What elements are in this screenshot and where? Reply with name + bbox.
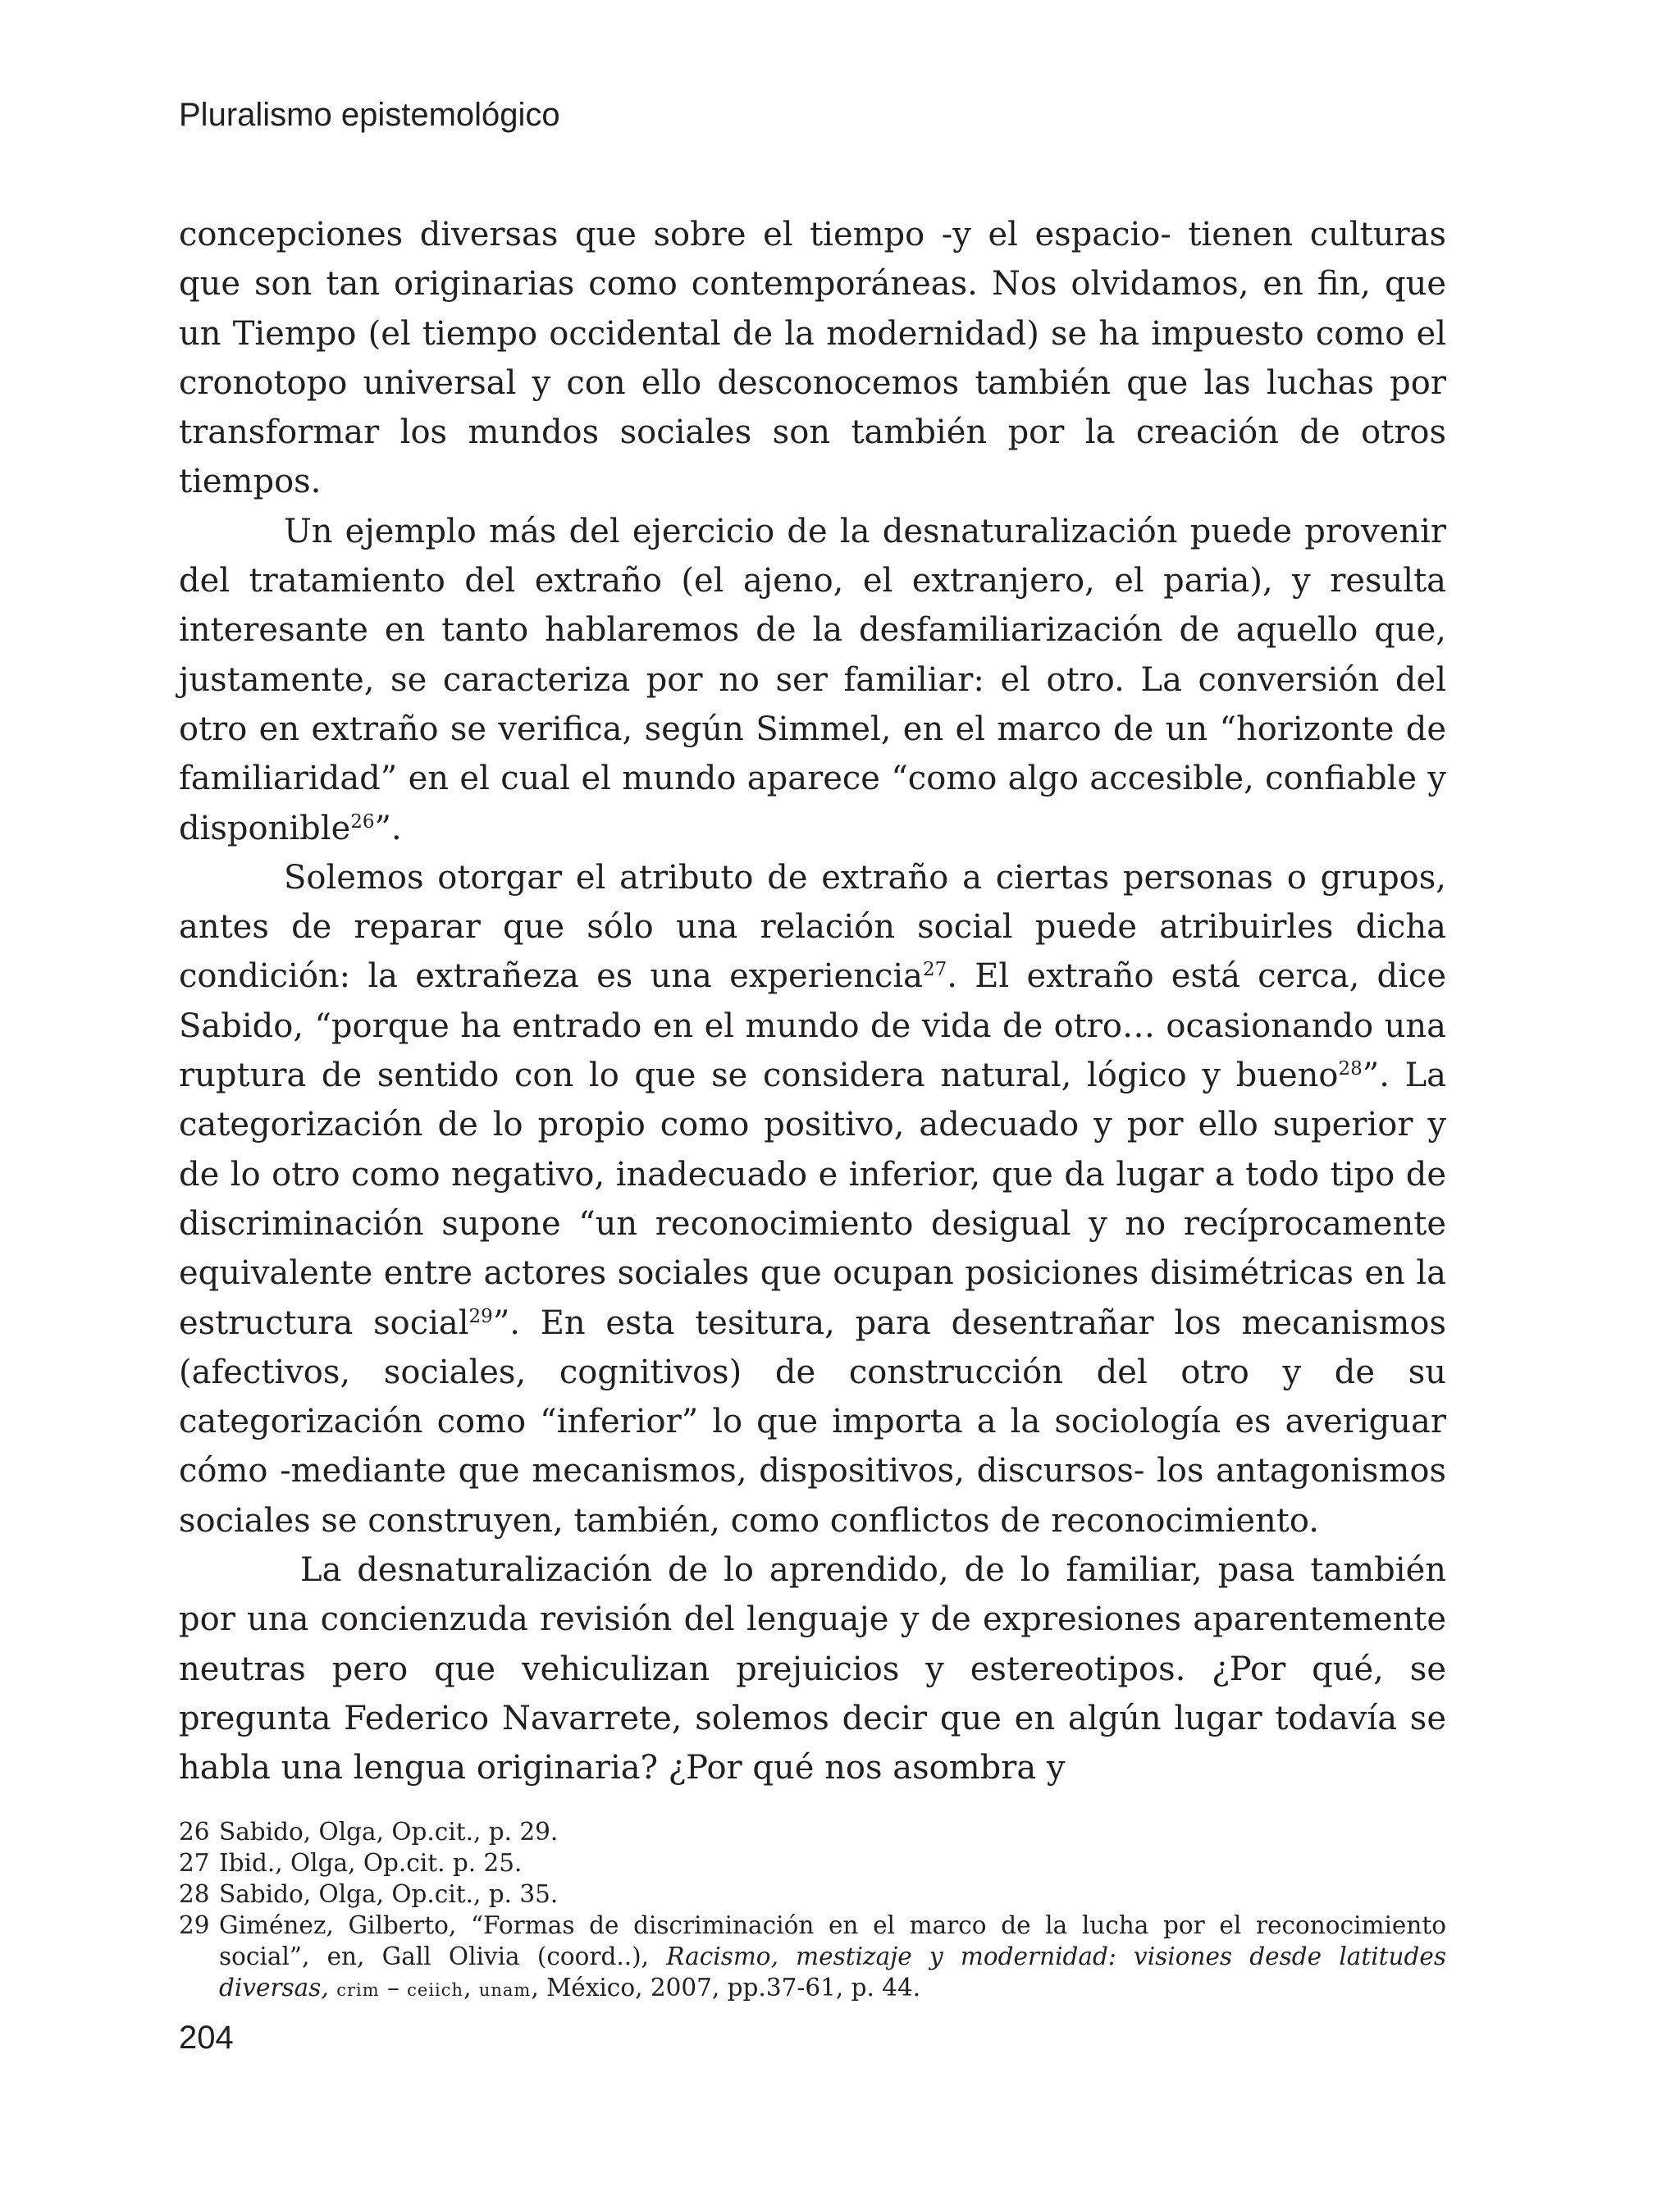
footnote: [179, 1910, 1446, 2006]
footnote-ref: 28: [1338, 1058, 1363, 1080]
page-number: 204: [179, 2020, 234, 2056]
book-title: Racismo, mestizaje y modernidad: visiones desde latitudes diversas,: [219, 1942, 1446, 2002]
footnote-ref: 29: [468, 1305, 493, 1327]
paragraph-2: [179, 507, 1446, 853]
footnote-text: [219, 1910, 1446, 2006]
footnote: [179, 1816, 1446, 1847]
paragraph-text: ”. La categorización de lo propio como positivo, adecuado y por ello superior y de lo otro como negativo, inadecuado e inferior, que da lugar a todo tipo de discriminación supone “un reconocimiento desigual y no recíprocamente equivalente entre actores sociales que ocupan posiciones disimétricas en la estructura social: [179, 1057, 1446, 1342]
institution-abbr: unam: [478, 1980, 532, 2000]
paragraph-text: La desnaturalización de lo aprendido, de lo familiar, pasa también por una concienzuda revisión del lenguaje y de expresiones aparentemente neutras pero que vehiculizan prejuicios y estereotipos. ¿Por qué, se pregunta Federico Navarrete, solemos decir que en algún lugar todavía se habla una lengua originaria? ¿Por qué nos asombra y: [179, 1551, 1446, 1787]
footnote-text: Sabido, Olga, Op.cit., p. 35.: [219, 1880, 559, 1908]
footnote-number: 27: [179, 1849, 210, 1877]
footnotes: [179, 1816, 1446, 2006]
footnote-number: 29: [179, 1911, 210, 1939]
separator: ,: [463, 1974, 479, 2002]
running-head: Pluralismo epistemológico: [179, 97, 560, 133]
paragraph-text: ”. En esta tesitura, para desentrañar los mecanismos (afectivos, sociales, cognitivos) de construcción del otro y de su categorización como “inferior” lo que importa a la sociología es averiguar cómo -mediante que mecanismos, dispositivos, discursos- los antagonismos sociales se construyen, también, como conflictos de reconocimiento.: [179, 1303, 1446, 1540]
footnote: [179, 1847, 1446, 1879]
footnote-number: 26: [179, 1818, 210, 1846]
footnote-number: 28: [179, 1880, 210, 1908]
paragraph-text: concepciones diversas que sobre el tiempo -y el espacio- tienen culturas que son tan originarias como contemporáneas. Nos olvidamos, en fin, que un Tiempo (el tiempo occidental de la modernidad) se ha impuesto como el cronotopo universal y con ello desconocemos también que las luchas por transformar los mundos sociales son también por la creación de otros tiempos.: [179, 216, 1446, 501]
footnote-text: Ibid., Olga, Op.cit. p. 25.: [219, 1849, 523, 1877]
footnote-text-part: Giménez, Gilberto, “Formas de discriminación en el marco de la lucha por el reconocimiento social”, en, Gall Olivia (coord..),: [219, 1911, 1446, 1970]
footnote-text-part: , México, 2007, pp.37-61, p. 44.: [531, 1974, 921, 2002]
footnote-text: Sabido, Olga, Op.cit., p. 29.: [219, 1818, 559, 1846]
paragraph-text: Solemos otorgar el atributo de extraño a ciertas personas o grupos, antes de reparar que sólo una relación social puede atribuirles dicha condición: la extrañeza es una experiencia: [179, 858, 1446, 996]
paragraph-4: [179, 1545, 1446, 1792]
body-text: [179, 210, 1446, 1793]
institution-abbr: ceiich: [407, 1980, 464, 2000]
separator: –: [379, 1974, 408, 2002]
footnote-ref: 27: [923, 959, 947, 981]
paragraph-text: Un ejemplo más del ejercicio de la desnaturalización puede provenir del tratamiento del extraño (el ajeno, el extranjero, el paria), y resulta interesante en tanto hablaremos de la desfamiliarización de aquello que, justamente, se caracteriza por no ser familiar: el otro. La conversión del otro en extraño se verifica, según Simmel, en el marco de un “horizonte de familiaridad” en el cual el mundo aparece “como algo accesible, confiable y disponible: [179, 512, 1446, 847]
footnote-ref: 26: [350, 810, 375, 833]
institution-abbr: crim: [336, 1980, 380, 2000]
paragraph-text: ”.: [374, 809, 402, 847]
footnote: [179, 1879, 1446, 1910]
paragraph-1: [179, 210, 1446, 507]
paragraph-3: [179, 853, 1446, 1545]
paragraph-text: . El extraño está cerca, dice Sabido, “porque ha entrado en el mundo de vida de otro… ocasionando una ruptura de sentido con lo que se considera natural, lógico y bueno: [179, 957, 1446, 1095]
